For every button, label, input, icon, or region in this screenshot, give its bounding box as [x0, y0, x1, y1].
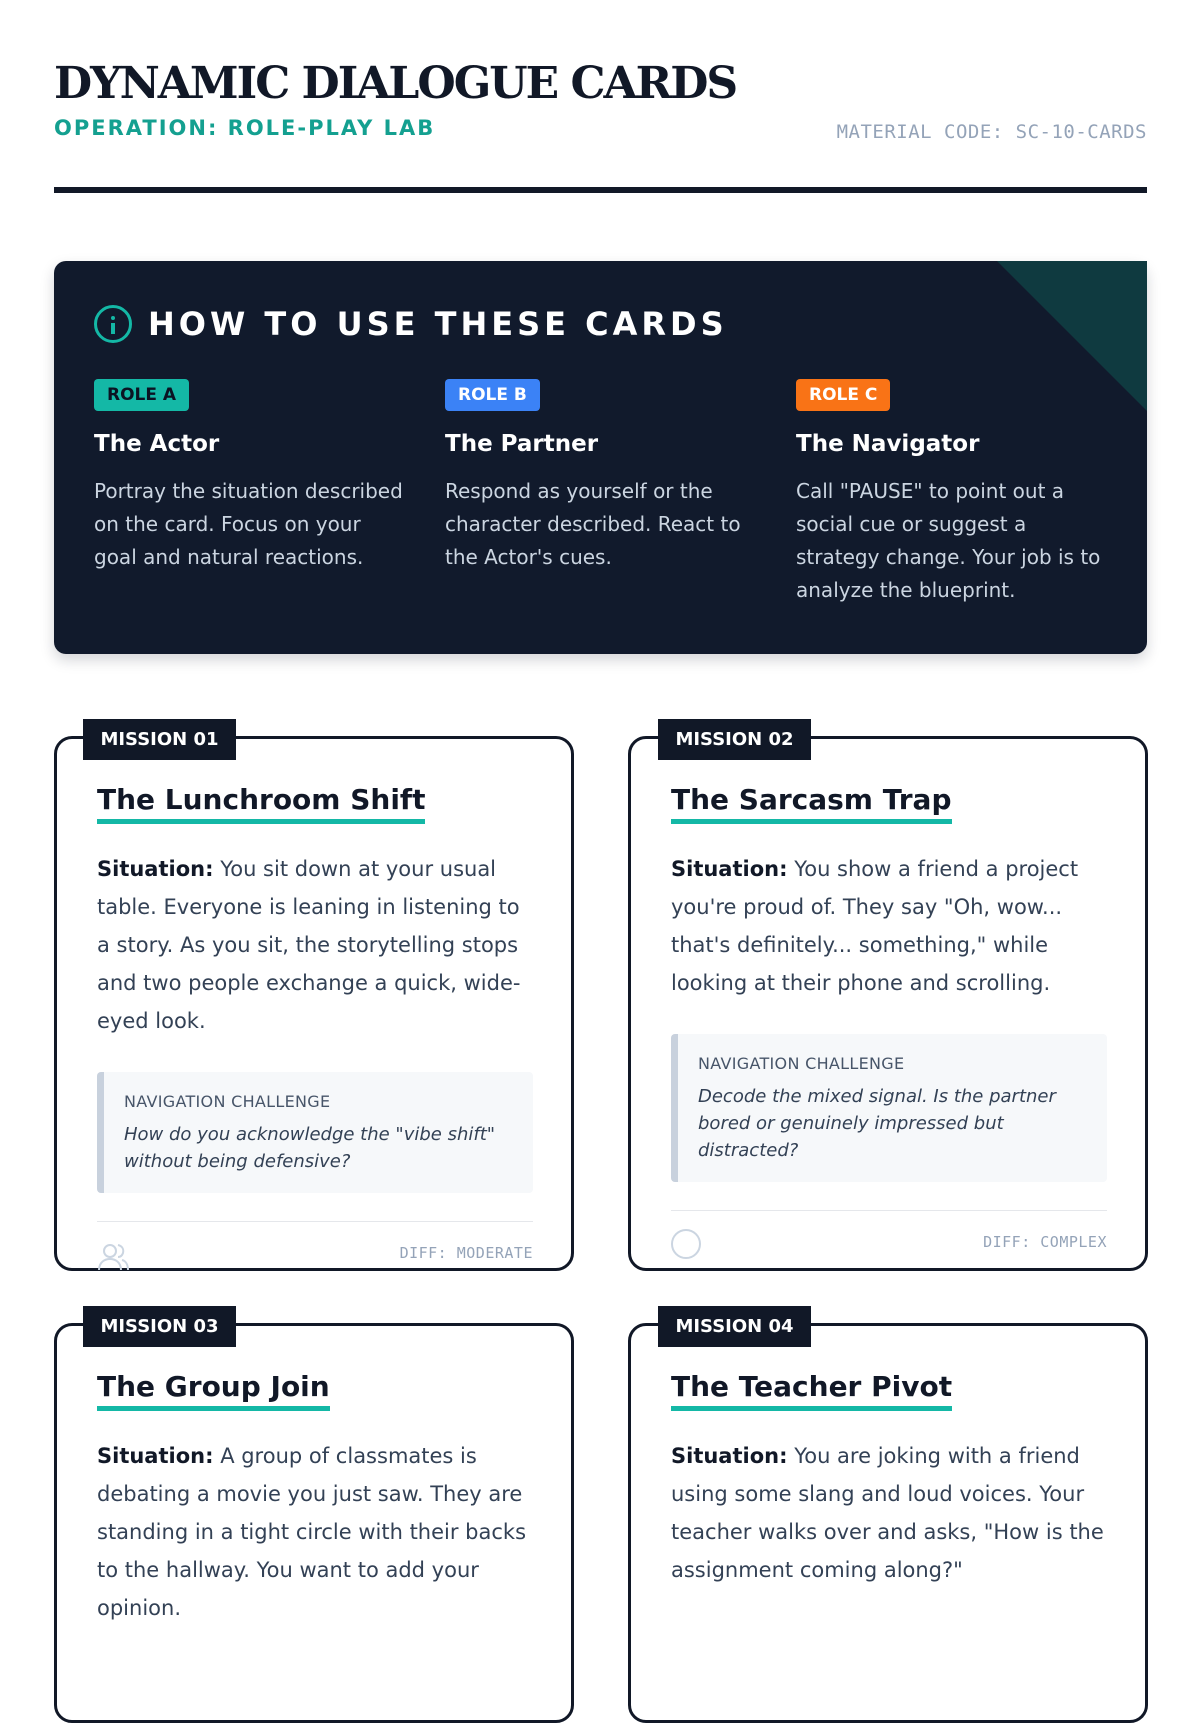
- role-a-description: Portray the situation described on the card. Focus on your goal and natural reactions.: [94, 479, 403, 569]
- role-b-badge: ROLE B: [445, 379, 540, 411]
- mission-card-02: [628, 736, 1148, 1271]
- users-icon: [97, 1240, 129, 1272]
- mission-card-01: [54, 736, 574, 1271]
- mission-02-situation: [671, 850, 1107, 1002]
- role-a-badge: ROLE A: [94, 379, 189, 411]
- situation-text: A group of classmates is debating a movie you just saw. They are standing in a tight circle with their backs to the hallway. You want to add your opinion.: [97, 1443, 527, 1620]
- situation-label: Situation:: [671, 856, 788, 881]
- page-header: [54, 58, 1147, 194]
- mission-04-tab: MISSION 04: [658, 1306, 811, 1347]
- challenge-label: NAVIGATION CHALLENGE: [698, 1053, 905, 1073]
- mission-03-tab: MISSION 03: [83, 1306, 236, 1347]
- role-a-name: The Actor: [94, 431, 220, 457]
- mission-04-situation: [671, 1437, 1107, 1589]
- mission-04-title: The Teacher Pivot: [671, 1372, 952, 1411]
- mission-01-challenge: [97, 1072, 533, 1193]
- mission-01-situation: [97, 850, 533, 1040]
- role-b-description: Respond as yourself or the character described. React to the Actor's cues.: [445, 479, 741, 569]
- mission-card-03: [54, 1323, 574, 1723]
- situation-text: You sit down at your usual table. Everyone is leaning in listening to a story. As you sit, the storytelling stops and two people exchange a quick, wide-eyed look.: [97, 856, 521, 1033]
- role-b-name: The Partner: [445, 431, 599, 457]
- role-c-description: Call "PAUSE" to point out a social cue or suggest a strategy change. Your job is to analyze the blueprint.: [796, 479, 1101, 602]
- circle-icon: [671, 1229, 701, 1259]
- role-c-badge: ROLE C: [796, 379, 890, 411]
- mission-03-situation: [97, 1437, 533, 1627]
- challenge-text: Decode the mixed signal. Is the partner bored or genuinely impressed but distracted?: [698, 1085, 1056, 1161]
- challenge-label: NAVIGATION CHALLENGE: [124, 1091, 331, 1111]
- role-b-column: [445, 379, 755, 574]
- role-a-column: [94, 379, 404, 574]
- header-divider: [54, 187, 1147, 193]
- mission-01-title: The Lunchroom Shift: [97, 785, 425, 824]
- situation-text: You are joking with a friend using some slang and loud voices. Your teacher walks over and asks, "How is the assignment coming along?": [671, 1443, 1104, 1582]
- page-subtitle: OPERATION: ROLE-PLAY LAB: [54, 116, 436, 140]
- mission-02-title: The Sarcasm Trap: [671, 785, 952, 824]
- challenge-text: How do you acknowledge the "vibe shift" without being defensive?: [124, 1123, 496, 1172]
- role-c-name: The Navigator: [796, 431, 980, 457]
- mission-02-footer: [671, 1210, 1107, 1270]
- how-to-panel: [54, 261, 1147, 654]
- mission-01-tab: MISSION 01: [83, 719, 236, 760]
- how-to-heading: HOW TO USE THESE CARDS: [148, 305, 728, 343]
- situation-label: Situation:: [97, 856, 214, 881]
- mission-01-difficulty: DIFF: MODERATE: [399, 1243, 533, 1262]
- mission-02-difficulty: DIFF: COMPLEX: [983, 1232, 1107, 1251]
- role-c-column: [796, 379, 1106, 607]
- material-code: MATERIAL CODE: SC-10-CARDS: [836, 121, 1147, 143]
- mission-02-tab: MISSION 02: [658, 719, 811, 760]
- info-icon: [94, 305, 132, 343]
- mission-03-title: The Group Join: [97, 1372, 330, 1411]
- mission-card-04: [628, 1323, 1148, 1723]
- mission-01-footer: [97, 1221, 533, 1281]
- how-to-heading-row: [94, 305, 728, 343]
- situation-label: Situation:: [671, 1443, 788, 1468]
- situation-text: You show a friend a project you're proud of. They say "Oh, wow... that's definitely... something," while looking at their phone and scrolling.: [671, 856, 1079, 995]
- page-title: DYNAMIC DIALOGUE CARDS: [54, 58, 737, 109]
- situation-label: Situation:: [97, 1443, 214, 1468]
- mission-02-challenge: [671, 1034, 1107, 1182]
